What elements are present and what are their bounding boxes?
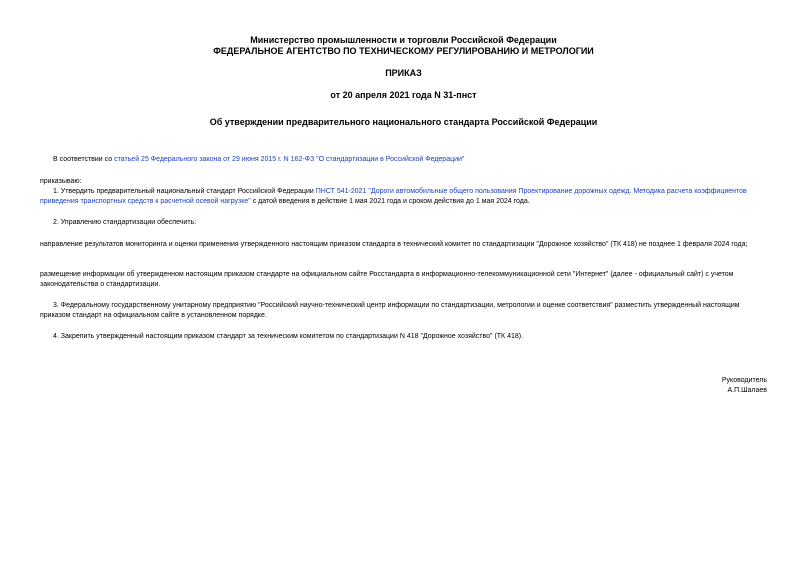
- item-2-text: 2. Управлению стандартизации обеспечить:: [53, 219, 197, 226]
- item-1-paragraph: [40, 187, 768, 207]
- item-2b-paragraph: размещение информации об утвержденном настоящим приказом стандарте на официальном сайте Росстандарта в информационно-телекоммуникационной сети "Интернет" (далее - официальный сайт) с учетом законодательства о стандартизации.: [40, 271, 734, 288]
- item-1-suffix: с датой введения в действие 1 мая 2021 года и сроком действия до 1 мая 2024 года.: [250, 198, 530, 205]
- item-2-paragraph: [40, 218, 768, 228]
- doc-date: от 20 апреля 2021 года N 31-пнст: [330, 90, 477, 100]
- standard-link[interactable]: ПНСТ 541-2021 "Дороги автомобильные общего пользования Проектирование дорожных одежд. Методика расчета коэффициентов приведения транспортных средств к расчетной осевой нагрузке": [40, 188, 747, 205]
- law-article-link[interactable]: статьей 25 Федерального закона от 29 июня 2015 г. N 162-ФЗ "О стандартизации в Российской Федерации": [114, 156, 465, 163]
- item-4-text: 4. Закрепить утвержденный настоящим приказом стандарт за техническим комитетом по стандартизации N 418 "Дорожное хозяйство" (ТК 418).: [53, 333, 524, 340]
- item-4-paragraph: [40, 332, 768, 342]
- item-1-prefix: 1. Утвердить предварительный национальный стандарт Российской Федерации: [53, 188, 316, 195]
- ministry-name: Министерство промышленности и торговли Российской Федерации: [250, 35, 557, 45]
- intro-prefix: В соответствии со: [53, 156, 115, 163]
- item-2a-paragraph: направление результатов мониторинга и оценки применения утвержденного настоящим приказом стандарта в технический комитет по стандартизации "Дорожное хозяйство" (ТК 418) не позднее 1 февраля 2024 года;: [40, 241, 748, 248]
- signatory-position: Руководитель: [721, 377, 767, 384]
- agency-name: ФЕДЕРАЛЬНОЕ АГЕНТСТВО ПО ТЕХНИЧЕСКОМУ РЕГУЛИРОВАНИЮ И МЕТРОЛОГИИ: [213, 46, 594, 56]
- item-3-paragraph: [40, 301, 768, 321]
- doc-type: ПРИКАЗ: [385, 68, 422, 78]
- doc-title: Об утверждении предварительного национального стандарта Российской Федерации: [209, 117, 598, 127]
- signatory-name: А.П.Шалаев: [727, 387, 767, 394]
- order-word: приказываю:: [40, 178, 82, 185]
- intro-paragraph: [40, 155, 768, 165]
- item-3-text: 3. Федеральному государственному унитарному предприятию "Российский научно-технический центр информации по стандартизации, метрологии и оценке соответствия" разместить утвержденный настоящим приказом стандарт на официальном сайте в установленном порядке.: [40, 302, 740, 319]
